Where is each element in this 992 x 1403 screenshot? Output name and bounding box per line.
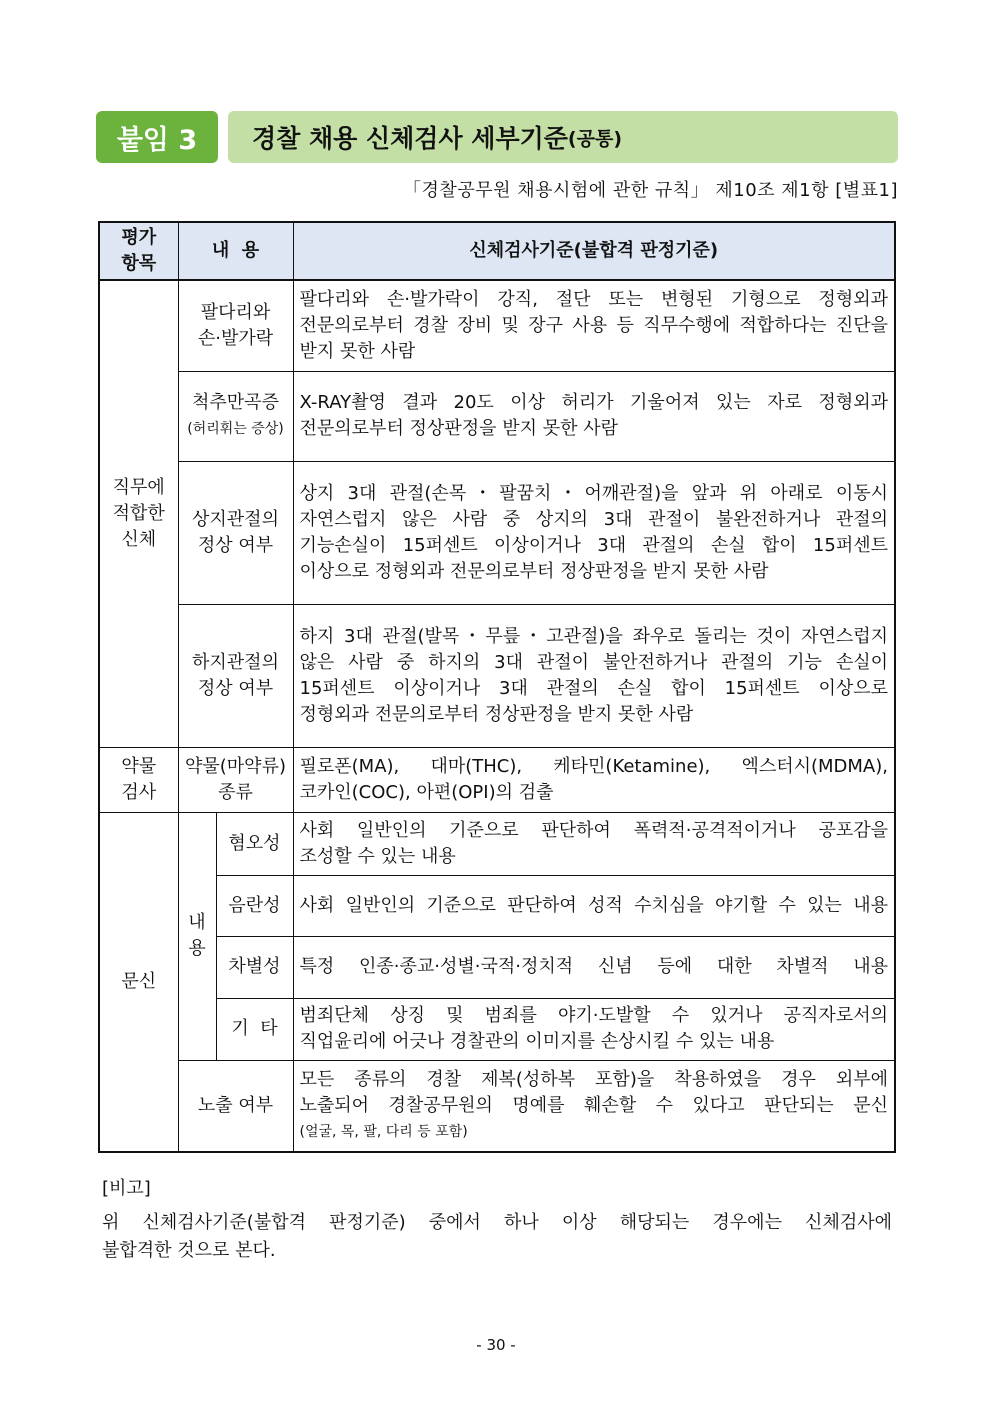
criteria-upper-joints: 상지 3대 관절(손목・팔꿈치・어깨관절)을 앞과 위 아래로 이동시 자연스럽지 않은 사람 중 상지의 3대 관절이 불완전하거나 관절의 기능손실이 15퍼센트 이상이거나 3대 관절의 손실 합이 15퍼센트 이상으로 정형외과 전문의로부터 정상판정을 받지 못한 사람 [293,461,895,604]
table-row [99,998,895,1060]
category-fitness: 직무에 적합한 신체 [99,280,178,747]
item-limbs: 팔다리와 손·발가락 [178,280,293,371]
page-number: - 30 - [476,1336,516,1354]
table-row [99,812,895,875]
item-discriminatory: 차별성 [216,936,293,998]
item-repulsive: 혐오성 [216,812,293,875]
remarks-line-1: 위 신체검사기준(불합격 판정기준) 중에서 하나 이상 해당되는 경우에는 신체검사에 [102,1212,892,1233]
table-row [99,280,895,371]
header-content: 내 용 [178,222,293,280]
table-row [99,1060,895,1152]
criteria-obscene: 사회 일반인의 기준으로 판단하여 성적 수치심을 야기할 수 있는 내용 [293,875,895,936]
remarks-label: [비고] [102,1178,151,1199]
category-drug-test: 약물 검사 [99,747,178,812]
legal-reference: 「경찰공무원 채용시험에 관한 규칙」 제10조 제1항 [별표1] [403,180,898,201]
item-scoliosis: 척추만곡증 (허리휘는 증상) [178,371,293,461]
content-group-label: 내 용 [178,812,216,1060]
item-drug-types: 약물(마약류) 종류 [178,747,293,812]
criteria-other: 범죄단체 상징 및 범죄를 야기·도발할 수 있거나 공직자로서의 직업윤리에 어긋나 경찰관의 이미지를 손상시킬 수 있는 내용 [293,998,895,1060]
table-row [99,747,895,812]
page-title [228,111,898,163]
table-row [99,875,895,936]
header-criteria: 신체검사기준(불합격 판정기준) [293,222,895,280]
item-upper-joints: 상지관절의 정상 여부 [178,461,293,604]
item-obscene: 음란성 [216,875,293,936]
header-category: 평가 항목 [99,222,178,280]
table-row [99,461,895,604]
page-title-main: 경찰 채용 신체검사 세부기준 [252,124,568,153]
criteria-repulsive: 사회 일반인의 기준으로 판단하여 폭력적·공격적이거나 공포감을 조성할 수 있는 내용 [293,812,895,875]
criteria-drug-types: 필로폰(MA), 대마(THC), 케타민(Ketamine), 엑스터시(MDMA), 코카인(COC), 아편(OPI)의 검출 [293,747,895,812]
item-other: 기 타 [216,998,293,1060]
item-exposure: 노출 여부 [178,1060,293,1152]
physical-exam-criteria-table [98,221,896,1153]
table-header-row [99,222,895,280]
page-title-sub: (공통) [567,127,622,150]
table-row [99,936,895,998]
criteria-discriminatory: 특정 인종·종교·성별·국적·정치적 신념 등에 대한 차별적 내용 [293,936,895,998]
criteria-scoliosis: X-RAY촬영 결과 20도 이상 허리가 기울어져 있는 자로 정형외과 전문의로부터 정상판정을 받지 못한 사람 [293,371,895,461]
title-banner [96,111,898,163]
table-row [99,371,895,461]
attachment-tag: 붙임 3 [96,111,218,163]
table-row [99,604,895,747]
criteria-limbs: 팔다리와 손·발가락이 강직, 절단 또는 변형된 기형으로 정형외과 전문의로부터 경찰 장비 및 장구 사용 등 직무수행에 적합하다는 진단을 받지 못한 사람 [293,280,895,371]
criteria-exposure: 모든 종류의 경찰 제복(성하복 포함)을 착용하였을 경우 외부에 노출되어 경찰공무원의 명예를 훼손할 수 있다고 판단되는 문신 (얼굴, 목, 팔, 다리 등 포함) [293,1060,895,1152]
item-lower-joints: 하지관절의 정상 여부 [178,604,293,747]
remarks-line-2: 불합격한 것으로 본다. [102,1240,276,1261]
category-tattoo: 문신 [99,812,178,1152]
criteria-lower-joints: 하지 3대 관절(발목・무릎・고관절)을 좌우로 돌리는 것이 자연스럽지 않은 사람 중 하지의 3대 관절이 불안전하거나 관절의 기능 손실이 15퍼센트 이상이거나 3대 관절의 손실 합이 15퍼센트 이상으로 정형외과 전문의로부터 정상판정을 받지 못한 사람 [293,604,895,747]
